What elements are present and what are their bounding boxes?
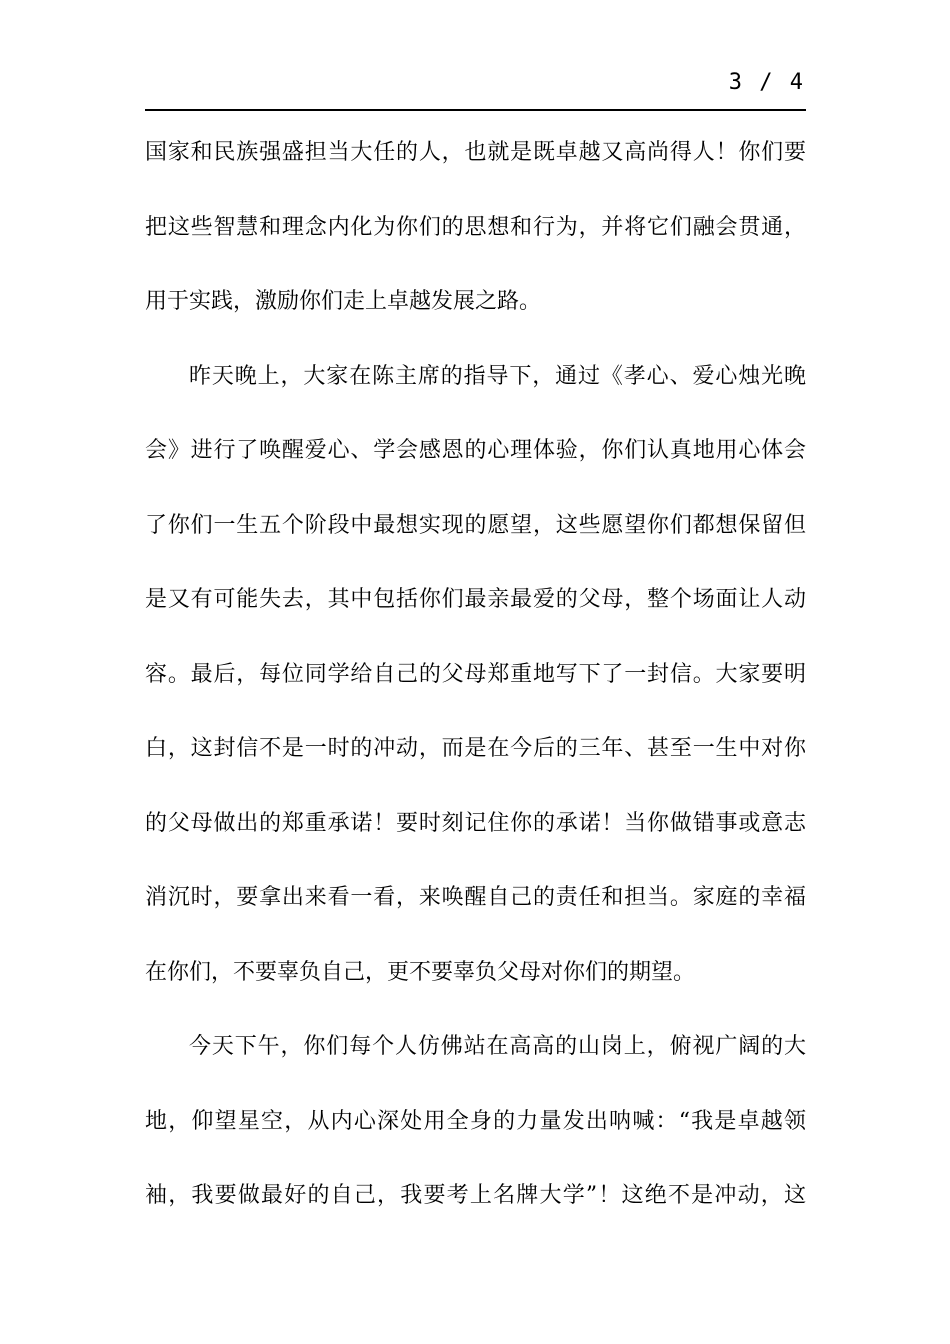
text-line: 了你们一生五个阶段中最想实现的愿望，这些愿望你们都想保留但 [145,512,806,538]
text-line: 容。最后，每位同学给自己的父母郑重地写下了一封信。大家要明 [145,661,806,687]
text-line: 用于实践，激励你们走上卓越发展之路。 [145,289,542,314]
text-line: 袖，我要做最好的自己，我要考上名牌大学”！这绝不是冲动，这 [145,1183,806,1208]
header-rule [145,109,806,111]
text-line: 地，仰望星空，从内心深处用全身的力量发出呐喊：“我是卓越领 [145,1108,806,1134]
text-line: 消沉时，要拿出来看一看，来唤醒自己的责任和担当。家庭的幸福 [145,885,806,910]
text-line: 在你们，不要辜负自己，更不要辜负父母对你们的期望。 [145,959,696,985]
page-number: 3 / 4 [728,70,805,95]
text-line: 是又有可能失去，其中包括你们最亲最爱的父母，整个场面让人动 [145,587,806,612]
text-line: 白，这封信不是一时的冲动，而是在今后的三年、甚至一生中对你 [145,736,806,761]
text-line: 昨天晚上，大家在陈主席的指导下，通过《孝心、爱心烛光晚 [189,363,806,389]
text-line: 国家和民族强盛担当大任的人，也就是既卓越又高尚得人！你们要 [145,140,806,165]
text-line: 今天下午，你们每个人仿佛站在高高的山岗上，俯视广阔的大 [189,1034,806,1059]
text-line: 把这些智慧和理念内化为你们的思想和行为，并将它们融会贯通， [145,214,806,240]
text-line: 的父母做出的郑重承诺！要时刻记住你的承诺！当你做错事或意志 [145,810,806,836]
body-text [145,129,806,1247]
text-line: 会》进行了唤醒爱心、学会感恩的心理体验，你们认真地用心体会 [145,438,806,463]
